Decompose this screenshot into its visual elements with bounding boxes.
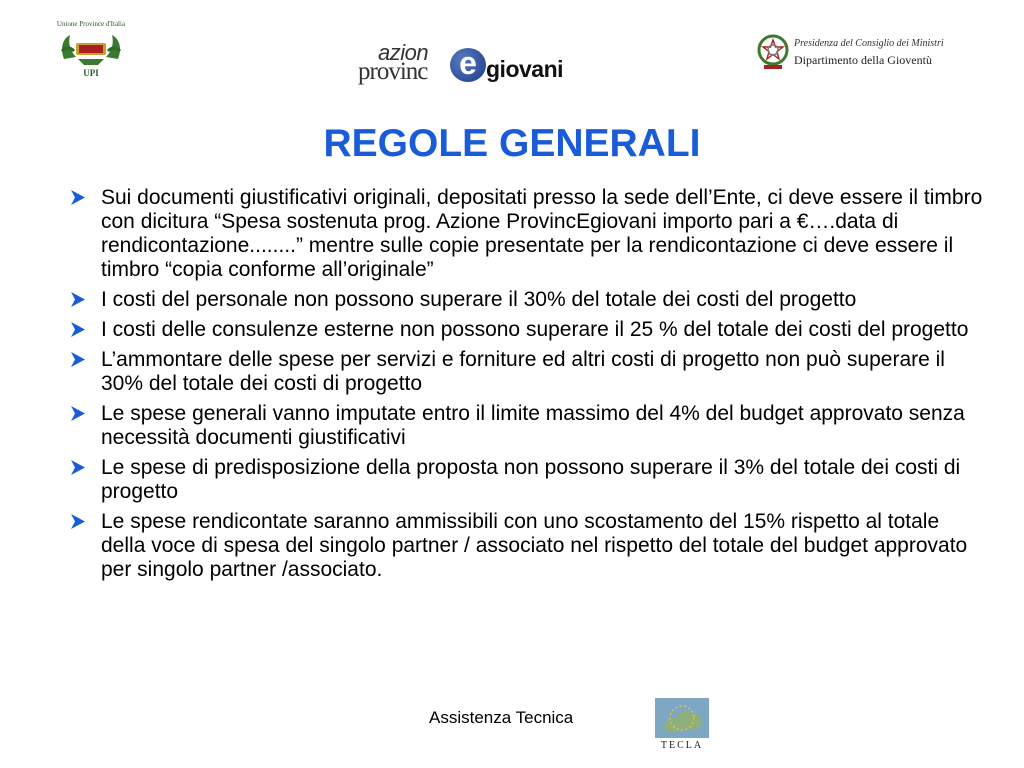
arrow-bullet-icon <box>70 459 86 476</box>
rule-item <box>70 348 985 396</box>
gov-logo-line-1: Presidenza del Consiglio dei Ministri <box>794 38 944 49</box>
logo-provinc-text: provinc <box>358 58 428 85</box>
rule-text: Le spese generali vanno imputate entro il limite massimo del 4% del budget approvato senza necessità documenti giustificativi <box>101 402 965 449</box>
rule-item <box>70 456 985 504</box>
upi-logo-label: UPI <box>83 68 99 78</box>
logo-e-circle: e <box>450 48 486 82</box>
rule-text: I costi del personale non possono superare il 30% del totale dei costi del progetto <box>101 288 857 311</box>
azione-provincegiovani-logo <box>358 42 598 86</box>
gov-logo-line-2: Dipartimento della Gioventù <box>794 53 932 67</box>
upi-logo-top-text: Unione Province d'Italia <box>56 20 126 28</box>
europe-map-icon <box>655 698 709 738</box>
rules-list <box>70 186 985 588</box>
rule-item <box>70 318 985 342</box>
arrow-bullet-icon <box>70 513 86 530</box>
arrow-bullet-icon <box>70 321 86 338</box>
arrow-bullet-icon <box>70 405 86 422</box>
arrow-bullet-icon <box>70 291 86 308</box>
logo-azion-text: azion <box>378 40 429 65</box>
arrow-bullet-icon <box>70 189 86 206</box>
footer-assistenza-tecnica: Assistenza Tecnica <box>429 708 574 727</box>
tecla-logo <box>651 698 713 756</box>
rule-text: I costi delle consulenze esterne non possono superare il 25 % del totale dei costi del progetto <box>101 318 969 341</box>
slide-title: REGOLE GENERALI <box>323 122 701 165</box>
logo-giovani-text: giovani <box>486 56 564 82</box>
rule-item <box>70 288 985 312</box>
upi-crest-icon <box>58 29 124 69</box>
rule-item <box>70 510 985 582</box>
rule-text: L’ammontare delle spese per servizi e forniture ed altri costi di progetto non può superare il 30% del totale dei costi di progetto <box>101 348 945 395</box>
tecla-logo-label: TECLA <box>660 740 704 751</box>
rule-item <box>70 402 985 450</box>
arrow-bullet-icon <box>70 351 86 368</box>
dipartimento-gioventu-logo <box>756 32 966 78</box>
italian-republic-emblem-icon <box>756 32 790 72</box>
rule-item <box>70 186 985 282</box>
rule-text: Le spese di predisposizione della proposta non possono superare il 3% del totale dei costi di progetto <box>101 456 961 503</box>
upi-logo <box>50 20 132 80</box>
rule-text: Sui documenti giustificativi originali, depositati presso la sede dell’Ente, ci deve essere il timbro con dicitura “Spesa sostenuta prog. Azione ProvincEgiovani importo pari a €….data di rendicontazione........” mentre sulle copie presentate per la rendicontazione ci deve essere il timbro “copia conforme all’originale” <box>101 186 983 281</box>
rule-text: Le spese rendicontate saranno ammissibili con uno scostamento del 15% rispetto al totale della voce di spesa del singolo partner / associato nel rispetto del totale del budget approvato per singolo partner /associato. <box>101 510 968 581</box>
